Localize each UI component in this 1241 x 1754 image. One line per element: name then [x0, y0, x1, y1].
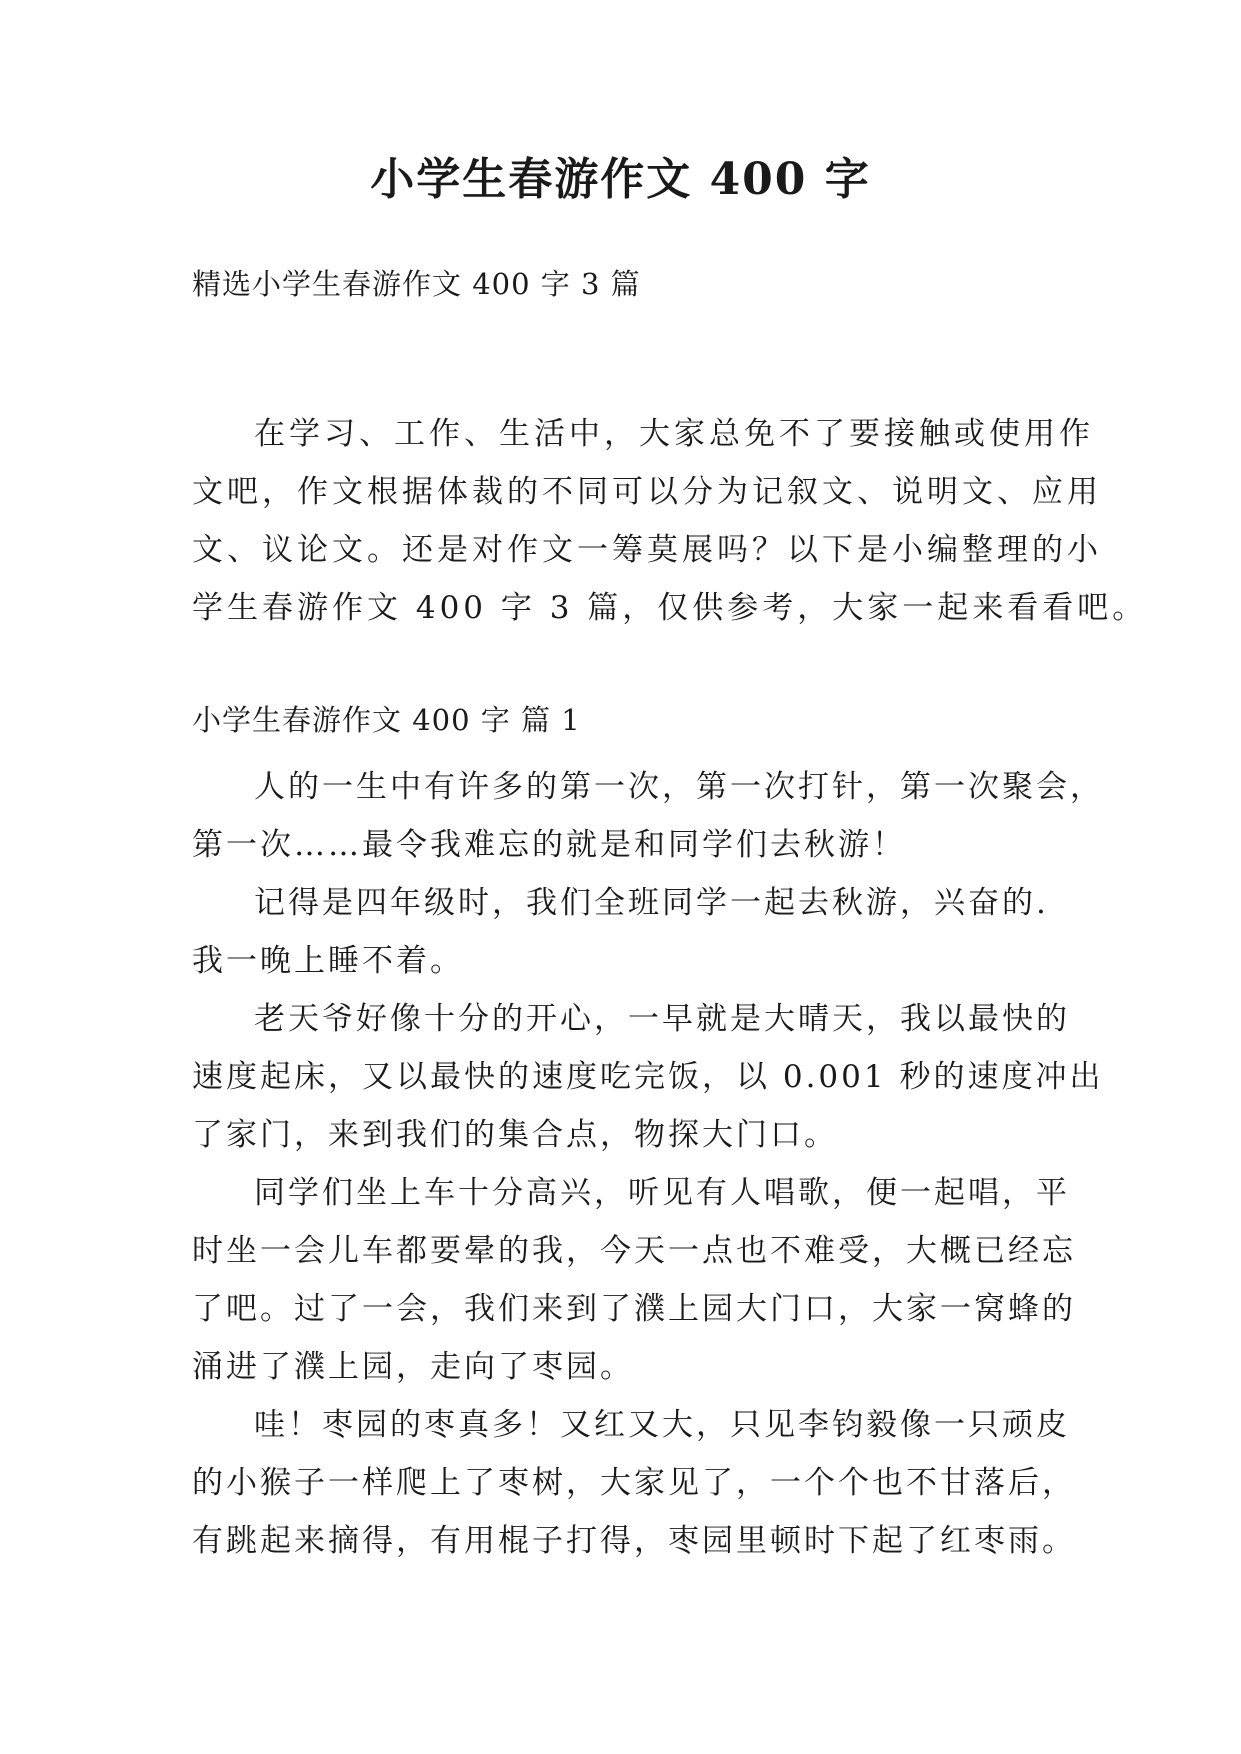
section-heading: 小学生春游作文 400 字 篇 1 [192, 703, 581, 737]
paragraph-line: 速度起床，又以最快的速度吃完饭，以 0.001 秒的速度冲出 [192, 1059, 1104, 1095]
paragraph-line: 我一晚上睡不着。 [192, 943, 464, 979]
paragraph-line: 老天爷好像十分的开心，一早就是大晴天，我以最快的 [254, 1001, 1070, 1037]
paragraph-line: 哇！枣园的枣真多！又红又大，只见李钧毅像一只顽皮 [254, 1407, 1070, 1443]
paragraph-line: 了家门，来到我们的集合点，物探大门口。 [192, 1117, 838, 1153]
paragraph-line: 的小猴子一样爬上了枣树，大家见了，一个个也不甘落后， [192, 1465, 1076, 1501]
paragraph-line: 时坐一会儿车都要晕的我，今天一点也不难受，大概已经忘 [192, 1233, 1076, 1269]
paragraph-line: 同学们坐上车十分高兴，听见有人唱歌，便一起唱，平 [254, 1175, 1070, 1211]
intro-line: 文、议论文。还是对作文一筹莫展吗？以下是小编整理的小 [192, 532, 1102, 568]
paragraph-line: 了吧。过了一会，我们来到了濮上园大门口，大家一窝蜂的 [192, 1291, 1076, 1327]
paragraph-line: 涌进了濮上园，走向了枣园。 [192, 1349, 634, 1385]
intro-line: 学生春游作文 400 字 3 篇，仅供参考，大家一起来看看吧。 [192, 590, 1148, 626]
paragraph-line: 有跳起来摘得，有用棍子打得，枣园里顿时下起了红枣雨。 [192, 1523, 1076, 1559]
essay-paragraph [192, 758, 1104, 874]
intro-line: 文吧，作文根据体裁的不同可以分为记叙文、说明文、应用 [192, 474, 1102, 510]
paragraph-line: 第一次……最令我难忘的就是和同学们去秋游！ [192, 827, 906, 863]
paragraph-line: 记得是四年级时，我们全班同学一起去秋游，兴奋的. [254, 885, 1049, 921]
essay-body [192, 758, 1104, 1570]
document-title: 小学生春游作文 400 字 [370, 154, 871, 205]
intro-line: 在学习、工作、生活中，大家总免不了要接触或使用作 [254, 416, 1094, 452]
essay-paragraph [192, 990, 1104, 1164]
essay-paragraph [192, 1164, 1076, 1396]
intro-paragraph [192, 405, 1148, 637]
essay-paragraph [192, 874, 1062, 990]
document-subtitle: 精选小学生春游作文 400 字 3 篇 [192, 267, 641, 301]
paragraph-line: 人的一生中有许多的第一次，第一次打针，第一次聚会， [254, 769, 1104, 805]
essay-paragraph [192, 1396, 1076, 1570]
